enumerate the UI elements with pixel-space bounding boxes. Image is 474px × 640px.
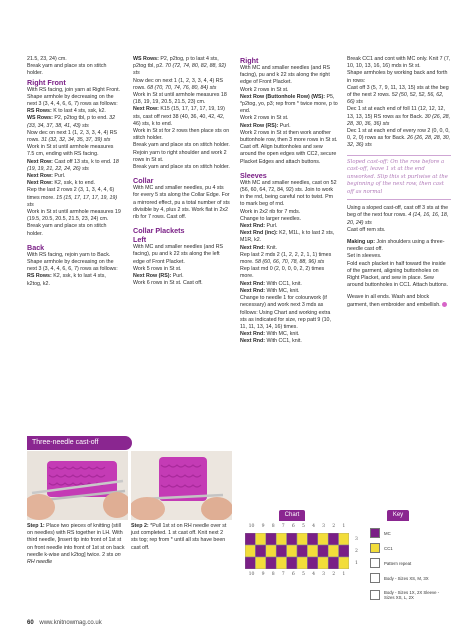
col-number: 4	[312, 524, 315, 529]
body-text: Break yarn and place sts on stitch holder.	[27, 63, 107, 77]
row-number: 3	[355, 537, 358, 542]
chart-cell-mc	[266, 557, 276, 569]
body-text: Work in St st until armhole measures 18 (18, 19, 19, 20.5, 21.5, 23) cm.	[133, 92, 227, 106]
body-text: Using a sloped cast-off, cast off 3 sts at the beg of the next four rows. 4 (14, 16, 16, 18, 20, 24) sts	[347, 205, 449, 226]
instruction-row: Next Rnd: With MC, knit.	[240, 331, 300, 338]
key-item-body-xs-m-3x: Body - Sizes XS, M, 3X	[370, 573, 429, 583]
body-text: Work 2 rows in St st.	[240, 115, 289, 122]
chart-cell-cc1	[276, 557, 286, 569]
chart-cell-mc	[287, 533, 297, 545]
instruction-row: Next Row: K2, ssk, k to end.	[27, 180, 96, 187]
col-number: 2	[332, 572, 336, 577]
body-text: Shape armhole by decreasing on the next 3 (3, 4, 4, 6, 6, 7) rows as follows:	[27, 259, 118, 273]
chart-cell-cc1	[318, 533, 328, 545]
body-text: Work in St st for 2 rows then place sts on stitch holder.	[133, 128, 230, 142]
three-needle-banner: Three-needle cast-off	[27, 436, 132, 450]
body-text: Rep the last 2 rows 2 (3, 1, 3, 4, 4, 6) times more. 15 (15, 17, 17, 17, 19, 19) sts	[27, 187, 118, 208]
body-text: With MC and smaller needles (and RS facing), pu and k 22 sts along the left edge of Front Placket.	[133, 244, 224, 265]
col-number: 10	[248, 572, 255, 577]
body-text: Change to needle 1 for colourwork (if necessary) and work next 3 mds as follows: Using Chart and working extra sts as indicated for size, rep patt 9 (10, 11, 11, 13, 14, 16) times.	[240, 295, 331, 330]
body-text: Now dec on next 1 (1, 2, 3, 3, 4, 4) RS rows. 31 (32, 32, 34, 35, 37, 39) sts	[27, 129, 118, 144]
column-3	[240, 56, 338, 346]
chart-cell-cc1	[276, 533, 286, 545]
instruction-row: Next Row (Buttonhole Row) (WS): P5, *p2tog, yo, p3; rep from * twice more, p to end.	[240, 93, 338, 115]
chart-cell-cc1	[255, 533, 265, 545]
instruction-row: Next Row (RS): Purl.	[133, 273, 184, 280]
right-front-heading: Right Front	[27, 77, 66, 87]
col-number: 7	[281, 572, 285, 577]
sleeves-heading: Sleeves	[240, 170, 267, 180]
body-text: Work in St st until armhole measures 7.5 cm, ending with RS facing.	[27, 144, 114, 158]
body-text: With RS facing, rejoin yarn to Back.	[27, 251, 111, 258]
key-item-body-sleeve: Body - Sizes 1X, 2X Sleeve - Sizes XS, L, 2X	[370, 590, 446, 600]
instruction-row: Next Rnd: With CC1, knit.	[240, 338, 302, 345]
chart-cell-cc1	[339, 557, 349, 569]
body-text: Rep last 2 mds 2 (1, 2, 2, 2, 1, 1) times more. 58 (60, 66, 70, 78, 88, 96) sts	[240, 251, 332, 266]
chart-cell-mc	[328, 533, 338, 545]
col-number: 5	[301, 572, 305, 577]
instruction-row: Next Row (RS): Purl.	[240, 122, 291, 129]
body-text: Work 5 rows in St st.	[133, 265, 182, 272]
sleeve-size-swatch	[370, 590, 380, 600]
body-text: Fold each placket in half toward the inside of the garment, aligning buttonholes on Right Placket, and sew in place. Sew around buttonholes in CC1. Attach buttons.	[347, 260, 449, 289]
body-text: Shape armhole by decreasing on the next 3 (3, 4, 4, 6, 6, 7) rows as follows:	[27, 93, 118, 108]
cc1-swatch	[370, 543, 380, 553]
body-text: Shape armholes by working back and forth in rows:	[347, 70, 448, 84]
body-text: With RS facing, join yarn at Right Front.	[27, 86, 121, 93]
col-number: 6	[291, 572, 295, 577]
instruction-row: Next Rnd: Purl.	[240, 223, 278, 230]
row-number: 2	[355, 549, 358, 554]
page-number: 60	[27, 620, 34, 626]
chart-column-numbers-top	[245, 524, 349, 529]
body-text: Work in 2x2 rib for 7 mds.	[240, 208, 301, 215]
key-item-pattern-repeat: Pattern repeat	[370, 558, 411, 568]
body-text: Rejoin yarn to right shoulder and work 2 rows in St st.	[133, 149, 227, 163]
col-number: 9	[261, 524, 265, 529]
mc-swatch	[370, 528, 380, 538]
body-text: Dec 1 st at each end of foll 11 (12, 12, 12, 13, 13, 15) RS rows as for Back. 30 (26, 28, 28, 30, 36, 36) sts	[347, 106, 451, 127]
instruction-row: Next Rnd: With CC1, knit.	[240, 280, 302, 287]
instruction-row: RS Rows: K2, ssk, k to last 4 sts, k2tog, k2.	[27, 273, 106, 287]
col-number: 6	[291, 524, 295, 529]
making-up-text: Making up: Join shoulders using a three-needle cast off.	[347, 238, 445, 253]
colourwork-chart	[245, 533, 349, 569]
body-text: With MC and smaller needles, pu 4 sts for every 5 sts along the Collar Edge. For a mirrored effect, pu a total number of sts divisible by 4, plus 2 sts. Work flat in 2x2 rib for 7 rows. Cast off.	[133, 185, 230, 221]
chart-cell-mc	[245, 557, 255, 569]
chart-cell-cc1	[245, 545, 255, 557]
chart-cell-cc1	[255, 557, 265, 569]
chart-cell-cc1	[307, 545, 317, 557]
page-footer	[27, 620, 102, 626]
chart-cell-mc	[328, 557, 338, 569]
chart-cell-mc	[255, 545, 265, 557]
step-1-text: Step 1: Place two pieces of knitting (still on needles) with RS together in LH. With third needle, [insert tip into front of 1st st on front needle into front of 1st st on back needle k-wise and k2tog] twice. 2 sts on RH needle	[27, 523, 125, 566]
body-text: Work in St st until armhole measures 19 (19.5, 20.5, 20.5, 21.5, 23, 24) cm.	[27, 209, 121, 223]
collar-heading: Collar	[133, 176, 154, 186]
chart-tab: Chart	[279, 510, 305, 521]
site-url[interactable]: www.knitnowmag.co.uk	[39, 620, 102, 626]
instruction-row: Next Row: K15 (15, 17, 17, 17, 19, 19) sts, cast off next 38 (40, 36, 40, 42, 42, 46) sts, k to end.	[133, 106, 225, 127]
body-text: Break yarn and place sts on stitch holder.	[27, 223, 107, 237]
pattern-repeat-swatch	[370, 558, 380, 568]
chart-cell-cc1	[339, 533, 349, 545]
body-text: Break yarn and place sts on stitch holder.	[133, 142, 230, 149]
column-2	[133, 56, 231, 287]
col-number: 8	[271, 572, 275, 577]
chart-cell-mc	[287, 557, 297, 569]
instruction-row: WS Rows: P2, p2tog, p to last 4 sts, p2tog tbl, p2. 70 (72, 74, 80, 82, 88, 92) sts	[133, 56, 227, 77]
body-text: Change to larger needles.	[240, 215, 301, 222]
chart-cell-cc1	[318, 557, 328, 569]
key-item-mc: MC	[370, 528, 391, 538]
chart-cell-cc1	[297, 533, 307, 545]
step-2-text: Step 2: *Pull 1st st on RH needle over st just completed. 1 st cast off. Knit next 2 sts tog; rep from * until all sts have been cast off.	[131, 523, 227, 551]
chart-cell-mc	[297, 545, 307, 557]
instruction-row: Next Row: Cast off 13 sts, k to end. 18 (19, 19, 21, 22, 24, 26) sts	[27, 158, 119, 172]
instruction-row: Next Rnd: With MC, knit.	[240, 287, 300, 294]
col-number: 10	[248, 524, 255, 529]
chart-cell-mc	[339, 545, 349, 557]
chart-column-numbers-bottom	[245, 572, 349, 577]
body-text: Break yarn and place sts on stitch holder.	[133, 164, 230, 171]
col-number: 7	[281, 524, 285, 529]
instruction-row: Next Rnd: Knit.	[240, 244, 278, 251]
chart-cell-cc1	[297, 557, 307, 569]
body-text: Break CC1 and cont with MC only. Knit 7 (7, 10, 10, 13, 16, 16) mds in St st.	[347, 56, 451, 70]
chart-cell-mc	[318, 545, 328, 557]
body-text: With MC and smaller needles, cast on 52 (56, 60, 64, 72, 84, 92) sts. Join to work in the rnd, being careful not to twist. Pm to mark beg of rnd.	[240, 179, 337, 208]
back-heading: Back	[27, 242, 45, 252]
body-text: Weave in all ends. Wash and block garment, then embroider and embellish.	[347, 294, 451, 308]
step-1-photo	[27, 451, 128, 520]
body-text: 21.5, 23, 24) cm.	[27, 56, 67, 62]
chart-cell-mc	[266, 533, 276, 545]
left-subheading: Left	[133, 235, 147, 245]
step-2-photo	[131, 451, 232, 520]
instruction-row: Next Row: Purl.	[27, 173, 66, 180]
body-text: Set in sleeves.	[347, 253, 382, 260]
col-number: 5	[301, 524, 305, 529]
instruction-row: RS Rows: K to last 4 sts, ssk, k2.	[27, 108, 106, 115]
chart-cell-mc	[276, 545, 286, 557]
column-4	[347, 56, 451, 309]
sloped-cast-off-tip: Sloped cast-off: On the row before a cast-off, leave 1 st at the end unworked. Slip this st purlwise at the beginning of the next row, then cast off as normal	[347, 158, 448, 195]
instruction-row: WS Rows: P2, p2tog tbl, p to end. 32 (33, 34, 37, 38, 41, 43) sts	[27, 115, 116, 129]
chart-cell-mc	[307, 557, 317, 569]
body-text: Cast off. Align buttonholes and sew around the open edges with CC2, secure Placket Edges and attach buttons.	[240, 144, 337, 165]
col-number: 1	[342, 524, 346, 529]
key-tab: Key	[387, 510, 409, 521]
col-number: 8	[271, 524, 275, 529]
chart-cell-mc	[307, 533, 317, 545]
col-number: 3	[322, 572, 326, 577]
chart-cell-mc	[245, 533, 255, 545]
key-item-cc1: CC1	[370, 543, 393, 553]
col-number: 2	[332, 524, 336, 529]
right-heading: Right	[240, 56, 259, 65]
collar-plackets-heading: Collar Plackets	[133, 226, 185, 236]
column-1	[27, 56, 121, 288]
instruction-row: Next Rnd (inc): K2, M1L, k to last 2 sts, M1R, k2.	[240, 230, 335, 244]
col-number: 4	[312, 572, 315, 577]
row-number: 1	[355, 561, 358, 566]
end-mark-icon	[442, 302, 447, 307]
col-number: 9	[261, 572, 265, 577]
chart-cell-cc1	[287, 545, 297, 557]
body-text: Rep last md 0 (2, 0, 0, 0, 2, 2) times more.	[240, 266, 325, 280]
body-size-swatch	[370, 573, 380, 583]
col-number: 3	[322, 524, 326, 529]
col-number: 1	[342, 572, 346, 577]
body-text: Dec 1 st at each end of every row 2 (0, 0, 0, 0, 2, 0) rows as for Back. 26 (26, 28, 28, 30, 32, 36) sts	[347, 128, 451, 149]
body-text: Work 2 rows in St st then work another buttonhole row, then 3 more rows in St st.	[240, 129, 338, 144]
body-text: Now dec on next 1 (1, 2, 3, 3, 4, 4) RS rows. 68 (70, 70, 74, 76, 80, 84) sts	[133, 77, 224, 91]
chart-cell-cc1	[266, 545, 276, 557]
body-text: With MC and smaller needles (and RS facing), pu and k 22 sts along the right edge of Front Placket.	[240, 65, 331, 86]
body-text: Cast off rem sts.	[347, 226, 386, 233]
body-text: Work 2 rows in St st.	[240, 86, 289, 93]
chart-cell-cc1	[328, 545, 338, 557]
body-text: Work 6 rows in St st. Cast off.	[133, 280, 203, 287]
body-text: Cast off 3 (5, 7, 9, 11, 13, 15) sts at the beg of the next 2 rows. 52 (50, 52, 52, 56, 62, 66) sts	[347, 84, 449, 106]
